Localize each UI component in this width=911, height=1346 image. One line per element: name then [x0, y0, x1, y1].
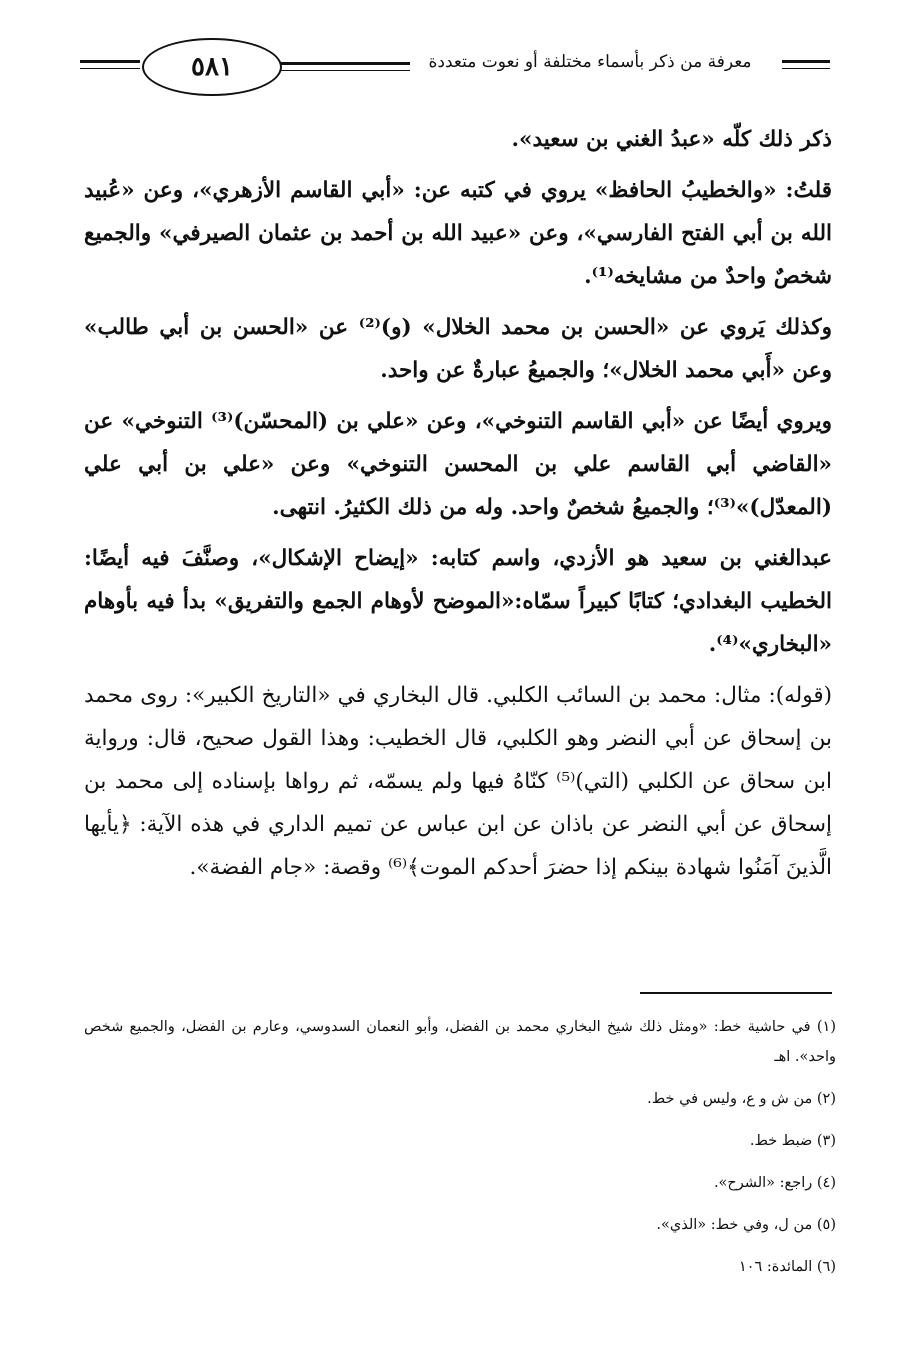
- footnote-separator: [640, 992, 832, 994]
- header-rule-middle: [280, 62, 410, 65]
- page-header: [80, 38, 832, 98]
- header-rule-right: [782, 60, 830, 63]
- footnote-6: (٦) المائدة: ١٠٦: [738, 1259, 836, 1275]
- footnote-4: (٤) راجع: «الشرح».: [713, 1175, 836, 1191]
- page-number-badge: [142, 38, 282, 96]
- header-rule-left-thin: [80, 68, 140, 69]
- footnote-3: (٣) ضبط خط.: [749, 1133, 836, 1149]
- footnote-2: (٢) من ش و ع، وليس في خط.: [647, 1091, 836, 1107]
- header-rule-right-thin: [782, 68, 830, 69]
- footnotes: [84, 1012, 836, 1294]
- footnote-1: (١) في حاشية خط: «ومثل ذلك شيخ البخاري محمد بن الفضل، وأبو النعمان السدوسي، وعارم بن الفضل، والجميع شخص واحد». اهـ: [84, 1019, 836, 1065]
- paragraph-4: ويروي أيضًا عن «أبي القاسم التنوخي»، وعن «علي بن (المحسّن)⁽³⁾ التنوخي» عن «القاضي أبي القاسم علي بن المحسن التنوخي» وعن «علي بن أبي علي (المعدّل)»⁽³⁾؛ والجميعُ شخصٌ واحد. وله من ذلك الكثيرُ. انتهى.: [84, 409, 832, 520]
- header-rule-left: [80, 60, 140, 63]
- paragraph-1: ذكر ذلك كلّه «عبدُ الغني بن سعيد».: [511, 127, 832, 152]
- header-rule-middle-thin: [280, 70, 410, 71]
- paragraph-5: عبدالغني بن سعيد هو الأزدي، واسم كتابه: «إيضاح الإشكال»، وصنَّفَ فيه أيضًا: الخطيب البغدادي؛ كتابًا كبيراً سمّاه:«الموضح لأوهام الجمع والتفريق» بدأ فيه بأوهام «البخاري»⁽⁴⁾.: [84, 546, 832, 657]
- paragraph-3: وكذلك يَروي عن «الحسن بن محمد الخلال» (و)⁽²⁾ عن «الحسن بن أبي طالب» وعن «أَبي محمد الخلال»؛ والجميعُ عبارةٌ عن واحد.: [84, 315, 832, 383]
- paragraph-2: قلتُ: «والخطيبُ الحافظ» يروي في كتبه عن: «أبي القاسم الأزهري»، وعن «عُبيد الله بن أبي الفتح الفارسي»، وعن «عبيد الله بن أحمد بن عثمان الصيرفي» والجميع شخصٌ واحدٌ من مشايخه⁽¹⁾.: [84, 178, 832, 289]
- running-title: معرفة من ذكر بأسماء مختلفة أو نعوت متعددة: [428, 52, 752, 72]
- footnote-5: (٥) من ل، وفي خط: «الذي».: [656, 1217, 836, 1233]
- paragraph-6: (قوله): مثال: محمد بن السائب الكلبي. قال البخاري في «التاريخ الكبير»: روى محمد بن إسحاق عن أبي النضر وهو الكلبي، قال الخطيب: وهذا القول صحيح، قال: ورواية ابن سحاق عن الكلبي (التي)⁽⁵⁾ كنّاهُ فيها ولم يسمّه، ثم رواها بإسناده إلى محمد بن إسحاق عن أبي النضر عن باذان عن ابن عباس عن تميم الداري في هذه الآية: ﴿يأيها الَّذينَ آمَنُوا شهادة بينكم إذا حضرَ أحدكم الموت﴾⁽⁶⁾ وقصة: «جام الفضة».: [84, 683, 832, 880]
- main-text: [84, 118, 832, 897]
- page-number: ٥٨١: [191, 52, 233, 82]
